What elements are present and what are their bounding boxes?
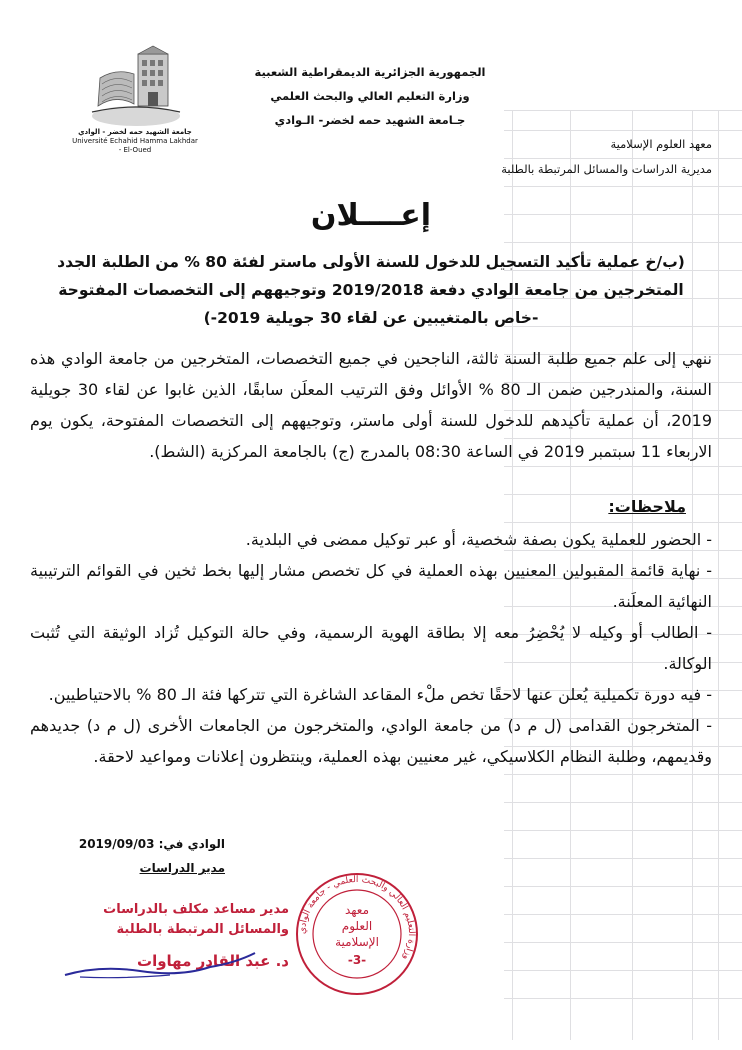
round-seal-icon [292,872,422,997]
place-and-date [45,832,225,880]
stamp-line-2: والمسائل المرتبطة بالطلبة [116,922,289,937]
handwritten-signature-icon [60,945,260,985]
note-item: - الحضور للعملية يكون بصفة شخصية، أو عبر توكيل ممضى في البلدية. [245,530,712,549]
republic-name: الجمهورية الجزائرية الديمقراطية الشعبية [254,65,486,79]
seal-number: -3- [347,953,367,967]
ministry-name: وزارة التعليم العالي والبحث العلمي [270,89,470,103]
note-item: - المتخرجون القدامى (ل م د) من جامعة الوادي، والمتخرجون من الجامعات الأخرى (ل م د) جديدهم وقديمهم، وطلبة النظام الكلاسيكي، غير معنيين بهذه العملية، وينتظرون إعلانات ومواعيد لاحقة. [30,716,712,766]
notes-heading: ملاحظات: [608,497,686,516]
institute-name: معهد العلوم الإسلامية [610,137,712,151]
seal-ring-text: وزارة التعليم العالي والبحث العلمي - جامعة الوادي [297,874,417,962]
note-item: - نهاية قائمة المقبولين المعنيين بهذه العملية في كل تخصص مشار إليها بخط ثخين في القوائم الترتيبية النهائية المعلَنة. [30,561,712,611]
page-title: إعــــلان [310,198,432,233]
note-item: - فيه دورة تكميلية يُعلن عنها لاحقًا تخص ملْء المقاعد الشاغرة التي تتركها فئة الـ 80 % بالاحتياطيين. [48,685,712,704]
logo-caption-latin: Université Echahid Hamma Lakhdar - El-Oued [72,137,198,154]
directorate-name: مديرية الدراسات والمسائل المرتبطة بالطلبة [501,162,712,176]
logo-caption [70,128,200,155]
seal-line-1: معهد [344,903,370,917]
issue-date: 2019/09/03 [78,837,155,851]
issuing-office [392,132,712,182]
signatory-title: مدير الدراسات [139,861,225,875]
notes-list [30,524,712,772]
note-item: - الطالب أو وكيله لا يُحْضِرُ معه إلا بطاقة الهوية الرسمية، وفي حالة التوكيل تُزاد الوثيقة التي تُثبت الوكالة. [30,623,712,673]
place-label: الوادي في: [158,837,225,851]
logo-caption-arabic: جامعة الشهيد حمه لخضر - الوادي [78,128,192,136]
announcement-body: ننهي إلى علم جميع طلبة السنة ثالثة، الناجحين في جميع التخصصات، المتخرجين من جامعة الوادي هذه السنة، والمندرجين ضمن الـ 80 % الأوائل وفق الترتيب المعلَن سابقًا، الذين غابوا عن لقاء 30 جويلية 2019، أن عملية تأكيدهم للدخول للسنة أولى ماستر، وتوجيههم إلى التخصصات المفتوحة، يكون يوم الاربعاء 11 سبتمبر 2019 في الساعة 08:30 بالمدرج (ج) بالجامعة المركزية (الشط). [30,349,712,461]
stamp-line-1: مدير مساعد مكلف بالدراسات [103,902,289,917]
seal-line-2: العلوم [341,919,373,933]
seal-line-3: الإسلامية [335,935,379,949]
stamp-signer-name: د. عبد القادر مهاوات [137,952,289,970]
university-name: جـامعة الشهيد حمه لخضر- الـوادي [274,113,466,127]
letterhead [235,60,505,132]
announcement-subject: (ب/خ عملية تأكيد التسجيل للدخول للسنة الأولى ماستر لفئة 80 % من الطلبة الجدد المتخرجين من جامعة الوادي دفعة 2019/2018 وتوجيههم إلى التخصصات المفتوحة -خاص بالمتغيبين عن لقاء 30 جويلية 2019-) [57,253,685,327]
